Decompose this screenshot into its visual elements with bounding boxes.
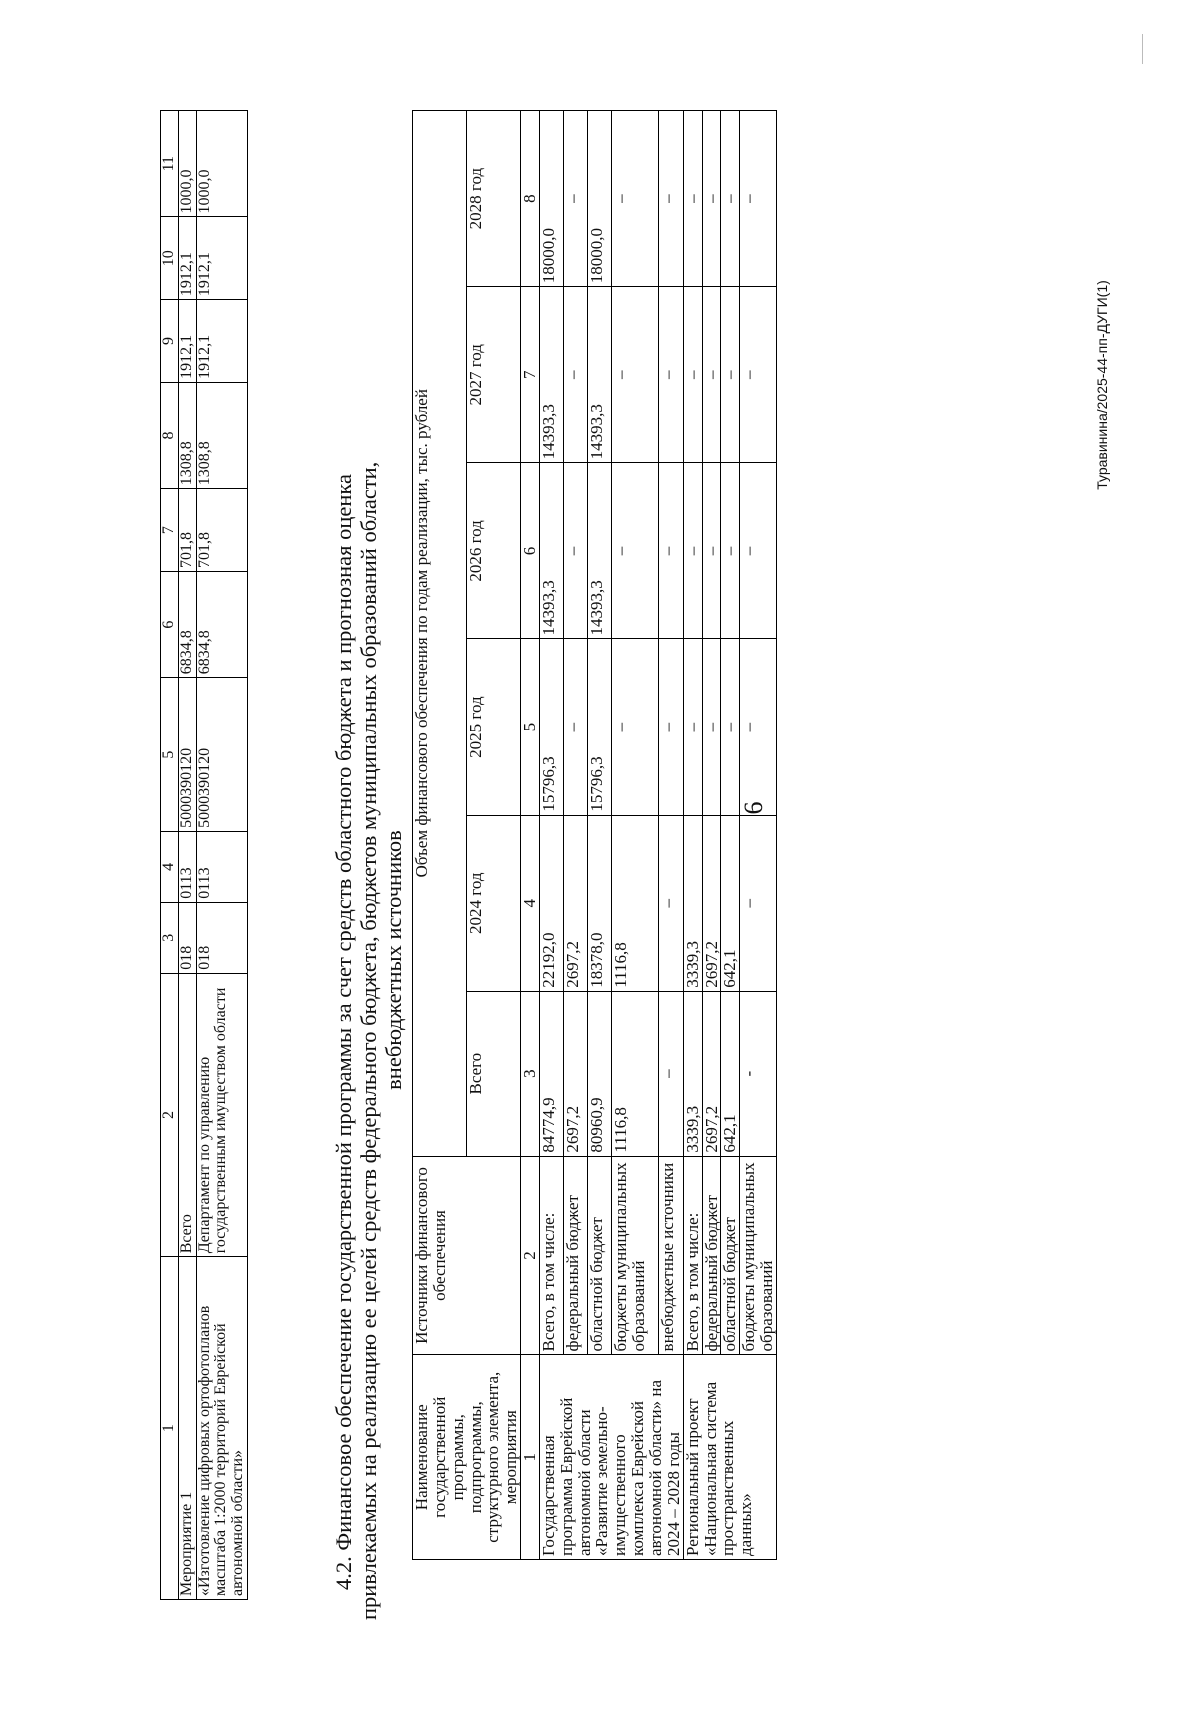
table-cell: –	[740, 639, 777, 815]
source-label: областной бюджет	[721, 1156, 740, 1355]
table2-header-row	[413, 111, 467, 1560]
col-number: 7	[521, 287, 540, 463]
heading-line: 4.2. Финансовое обеспечение государственной программы за счет средств областного бюджета и прогнозная оценка	[331, 474, 356, 1590]
document-footer: Туравинина/2025-44-пп-ДУГИ(1)	[1094, 280, 1110, 490]
table-cell: 14393,3	[539, 463, 563, 639]
program-name: Государственная программа Еврейской автономной области «Развитие земельно-имущественного комплекса Еврейской автономной области» на 2024 – 2028 годы	[539, 1355, 683, 1560]
col-number: 6	[521, 463, 540, 639]
col-header-year: 2026 год	[467, 463, 521, 639]
table-cell: –	[564, 111, 588, 287]
col-header-volume: Объем финансового обеспечения по годам реализации, тыс. рублей	[413, 111, 467, 1157]
table-row	[588, 111, 612, 1560]
table-cell: –	[702, 463, 721, 639]
table-cell: 1116,8	[612, 991, 659, 1156]
table-cell: –	[612, 287, 659, 463]
table-cell: 642,1	[721, 815, 740, 991]
col-header-year: 2024 год	[467, 815, 521, 991]
table-cell: –	[740, 463, 777, 639]
table-cell: –	[740, 111, 777, 287]
table-cell: 6834,8	[196, 571, 247, 677]
table2-number-row	[521, 111, 540, 1560]
table1-header-row	[161, 111, 179, 1600]
table1-col-header: 9	[161, 300, 179, 383]
table-cell: -	[740, 991, 777, 1156]
table-cell: 1000,0	[196, 111, 247, 217]
table-cell: 2697,2	[702, 991, 721, 1156]
col-header-year: 2025 год	[467, 639, 521, 815]
table-cell: 1912,1	[178, 217, 196, 300]
table-row	[178, 111, 196, 1600]
activity-table	[160, 110, 248, 1600]
table-cell: 2697,2	[564, 991, 588, 1156]
table1-col-header: 6	[161, 571, 179, 677]
table-row	[564, 111, 588, 1560]
table1-col-header: 7	[161, 489, 179, 572]
table1-col-header: 4	[161, 831, 179, 902]
source-label: бюджеты муниципальных образований	[612, 1156, 659, 1355]
table-row	[702, 111, 721, 1560]
table-cell: –	[659, 639, 683, 815]
table-cell: 1308,8	[196, 382, 247, 488]
financing-table	[412, 110, 777, 1560]
table-cell: 0113	[178, 831, 196, 902]
table-cell: –	[721, 639, 740, 815]
table-row	[539, 111, 563, 1560]
table1-col-header: 1	[161, 1257, 179, 1600]
table1-col-header: 3	[161, 902, 179, 973]
table-cell: –	[659, 287, 683, 463]
table-row	[659, 111, 683, 1560]
table-cell: 2697,2	[702, 815, 721, 991]
page-edge-mark	[1142, 34, 1143, 64]
table-cell: –	[683, 463, 702, 639]
table-cell: –	[612, 111, 659, 287]
table1-col-header: 5	[161, 678, 179, 832]
table-cell: –	[740, 287, 777, 463]
col-header-year: 2027 год	[467, 287, 521, 463]
table-row	[683, 111, 702, 1560]
source-label: областной бюджет	[588, 1156, 612, 1355]
table1-col-header: 2	[161, 973, 179, 1257]
table-cell: 2697,2	[564, 815, 588, 991]
col-header-total: Всего	[467, 991, 521, 1156]
table1-col-header: 8	[161, 382, 179, 488]
table-cell: 14393,3	[588, 463, 612, 639]
table-cell: –	[683, 639, 702, 815]
col-number: 3	[521, 991, 540, 1156]
table-cell: 14393,3	[539, 287, 563, 463]
table-cell: 701,8	[178, 489, 196, 572]
source-label: Всего, в том числе:	[539, 1156, 563, 1355]
heading-line: привлекаемых на реализацию ее целей средств федерального бюджета, бюджетов муниципальных образований области,	[355, 461, 381, 1620]
table-cell: 18000,0	[588, 111, 612, 287]
table-cell: –	[683, 111, 702, 287]
source-label: Всего, в том числе:	[683, 1156, 702, 1355]
table-row	[196, 111, 247, 1600]
source-label: федеральный бюджет	[564, 1156, 588, 1355]
table-cell: –	[612, 639, 659, 815]
table-cell: –	[612, 463, 659, 639]
project-name: Региональный проект «Национальная система пространственных данных»	[683, 1355, 776, 1560]
table-cell: 22192,0	[539, 815, 563, 991]
col-number: 5	[521, 639, 540, 815]
table-cell: 1912,1	[178, 300, 196, 383]
table-cell: 701,8	[196, 489, 247, 572]
table-cell: 5000390120	[178, 678, 196, 832]
table-cell: Всего	[178, 973, 196, 1257]
table-cell: 018	[178, 902, 196, 973]
table-cell: 15796,3	[588, 639, 612, 815]
table-cell: 1000,0	[178, 111, 196, 217]
table-cell: 80960,9	[588, 991, 612, 1156]
table-cell: –	[564, 639, 588, 815]
table-cell: –	[702, 287, 721, 463]
table-cell: 018	[196, 902, 247, 973]
table-cell: 0113	[196, 831, 247, 902]
table-cell: «Изготовление цифровых ортофотопланов масштаба 1:2000 территорий Еврейской автономной области»	[196, 1257, 247, 1600]
table-row	[612, 111, 659, 1560]
table-cell: –	[659, 815, 683, 991]
table-cell: 15796,3	[539, 639, 563, 815]
table-cell: 1116,8	[612, 815, 659, 991]
table-cell: Мероприятие 1	[178, 1257, 196, 1600]
col-number: 2	[521, 1156, 540, 1355]
table-row	[740, 111, 777, 1560]
table-cell: –	[721, 287, 740, 463]
page-number: 6	[739, 801, 768, 815]
col-header-name: Наименование государственной программы, подпрограммы, структурного элемента, мероприятия	[413, 1355, 521, 1560]
col-header-year: 2028 год	[467, 111, 521, 287]
table-cell: –	[702, 111, 721, 287]
table-cell: 3339,3	[683, 815, 702, 991]
table-cell: 14393,3	[588, 287, 612, 463]
table-cell: –	[659, 463, 683, 639]
table-cell: Департамент по управлению государственным имуществом области	[196, 973, 247, 1257]
table-cell: 1912,1	[196, 300, 247, 383]
table-cell: –	[721, 463, 740, 639]
table-cell: –	[659, 991, 683, 1156]
table1-col-header: 10	[161, 217, 179, 300]
table-cell: 1308,8	[178, 382, 196, 488]
table1-col-header: 11	[161, 111, 179, 217]
table-cell: –	[721, 111, 740, 287]
table-cell: –	[740, 815, 777, 991]
table-cell: 84774,9	[539, 991, 563, 1156]
table-cell: –	[683, 287, 702, 463]
col-number: 4	[521, 815, 540, 991]
table-cell: 18378,0	[588, 815, 612, 991]
source-label: бюджеты муниципальных образований	[740, 1156, 777, 1355]
col-number: 1	[521, 1355, 540, 1560]
section-heading	[332, 40, 406, 1620]
table-cell: 18000,0	[539, 111, 563, 287]
table-cell: 3339,3	[683, 991, 702, 1156]
table-cell: –	[564, 287, 588, 463]
source-label: федеральный бюджет	[702, 1156, 721, 1355]
table-cell: 5000390120	[196, 678, 247, 832]
table-cell: –	[564, 463, 588, 639]
table-cell: –	[659, 111, 683, 287]
col-number: 8	[521, 111, 540, 287]
table-cell: 6834,8	[178, 571, 196, 677]
table-row	[721, 111, 740, 1560]
heading-line: внебюджетных источников	[380, 830, 406, 1090]
table-cell: –	[702, 639, 721, 815]
col-header-sources: Источники финансового обеспечения	[413, 1156, 521, 1355]
table-cell: 1912,1	[196, 217, 247, 300]
table-cell: 642,1	[721, 991, 740, 1156]
source-label: внебюджетные источники	[659, 1156, 683, 1355]
